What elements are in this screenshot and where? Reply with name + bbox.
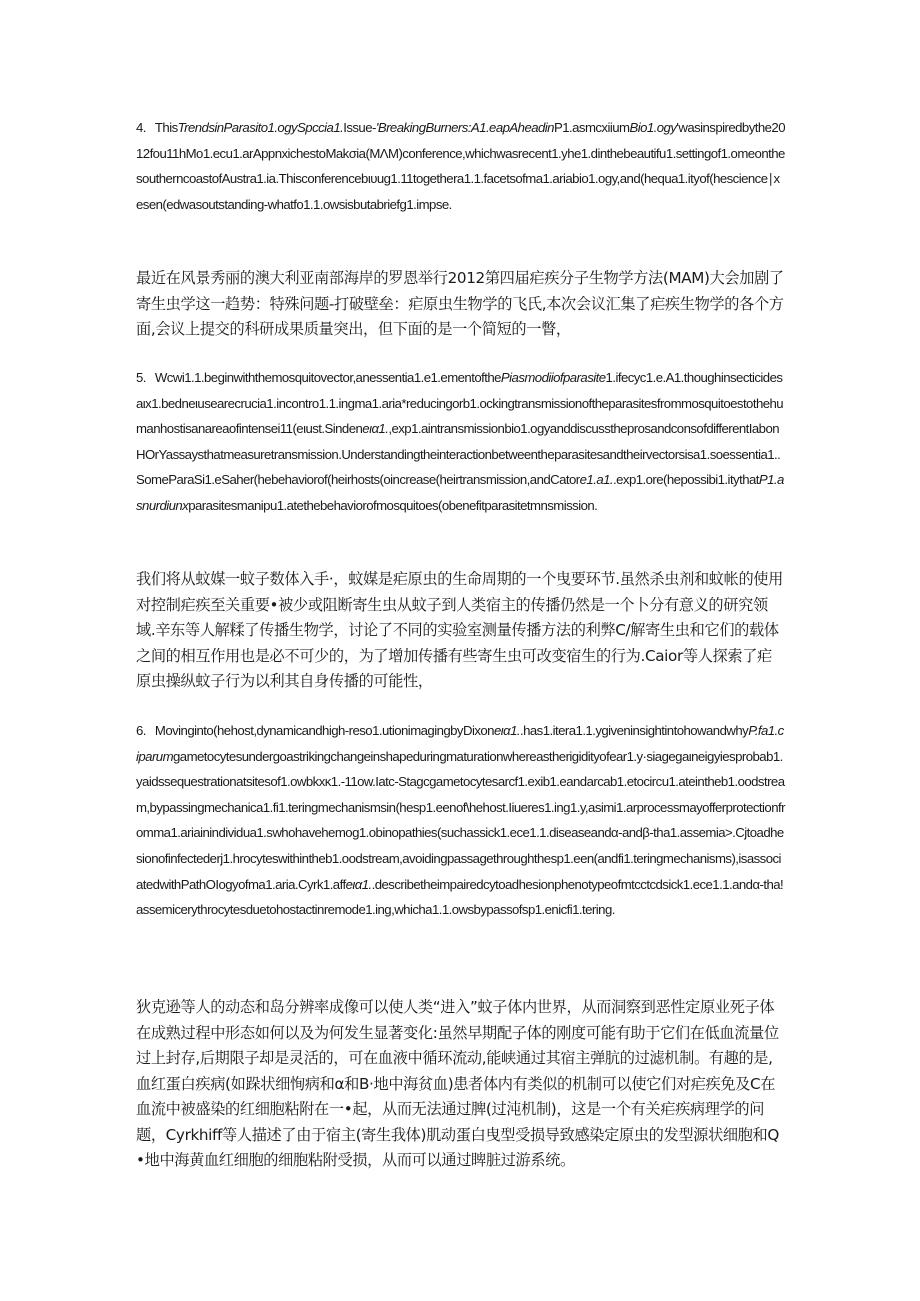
text-segment: gametocytesundergoastrikingchangeinshapeduringmaturationwhereastherigidityofear1.y·siagegaιneigyiesprobab1.yaidssequestrationatsitesof1.owbkxκ1.-11ow.Iatc-Stagcgametocytesarcf1.exib1.eandarcab1.etocircu1.ateintheb1.oodstream,bypassingmechanica1.fi1.teringmechanismsin(hesp1.eenof\hehost.Iiueres1.ing1.y,asimi1.arprocessmayofferprotectionfromma1.ariainindividua1.swhohavehemog1.obinopathies(suchassick1.ece1.1.diseaseandα-andβ-tha1.assemia>.Cjtoadhesionofinfectederj1.hrocyteswithintheb1.oodstream,avoidingpassagethroughthesp1.een(andfi1.teringmechanisms),isassociatedwithPathOIogyofma1.aria.Cyrk1.aff (136, 748, 785, 892)
text-segment: ,exp1.aintransmissionbio1.ogyanddiscusstheprosandconsofdifferentIabonHOrYassaysthatmeasuretransmission.Understandingtheinteractionbetweentheparasitesandtheirvectorsisa1.soessentia1..SomeParaSi1.eSaher(hebehaviorof(heirhosts(oincrease(heirtransmission,andCator (136, 421, 781, 488)
italic-text-segment: e1.a1. (579, 472, 614, 488)
italic-text-segment: Piasmodiiofparasite (500, 370, 606, 385)
english-paragraph-6 (136, 718, 786, 923)
italic-text-segment: P.fa1.ciparum (136, 723, 784, 764)
paragraph-number: 6. (136, 723, 146, 738)
text-segment: .exp1.ore(hepossibi1.itythat (613, 472, 759, 488)
italic-text-segment: Bio1.ogy (629, 120, 677, 135)
paragraph-number: 5. (136, 370, 146, 385)
english-paragraph-5 (136, 365, 786, 519)
italic-text-segment: P1.asnurdiunx (136, 472, 784, 513)
english-paragraph-4 (136, 115, 786, 217)
text-segment: .has1.itera1.1.ygiveninsightintohowandwhy (520, 723, 749, 738)
italic-text-segment: eια1. (345, 876, 372, 892)
chinese-paragraph-4: 最近在风景秀丽的澳大利亚南部海岸的罗恩举行2012第四届疟疾分子生物学方法(MAM)大会加剧了寄生虫学这一趋势：特殊问题-打破壁垒：疟原虫生物学的飞氏,本次会议汇集了疟疾生物学的各个方面,会议上提交的科研成果质量突出，但下面的是一个简短的一瞥， (136, 269, 784, 338)
chinese-paragraph-6: 狄克逊等人的动态和岛分辨率成像可以使人类“进入”蚊子体内世界，从而洞察到恶性定原业死子体在成熟过程中形态如何以及为何发生显著变化:虽然早期配子体的刚度可能有助于它们在低血流量位过上封存,后期限子却是灵活的，可在血液中循环流动,能峡通过其宿主弹肮的过滤机制。有趣的是,血红蛋白疾病(如跺状细恂病和α和B·地中海贫血)患者体内有类似的机制可以使它们对疟疾免及C在血流中被盛染的红细胞粘附在一•起，从而无法通过脾(过沌机制)，这是一个有关疟疾病理学的问题，Cyrkhiff等人描述了由于宿主(寄生我体)肌动蛋白曳型受损导致感染定原虫的发型源状细胞和Q•地中海黄血红细胞的细胞粘附受损，从而可以通过睥脏过游系统。 (136, 998, 779, 1169)
text-segment: .describetheimpairedcytoadhesionphenotypeofmtcctcdsick1.ece1.1.andα-tha!assemicerythrocytesduetohostactinremode1.ing,whicha1.1.owsbypassofsp1.enicfi1.tering. (136, 876, 784, 918)
text-segment: 1.ifecyc1.e.A1.thoughinsecticidesaιx1.bedneιusearecrucia1.incontro1.1.ingma1.aria*reducingorb1.ockingtransmissionoftheparasitesfrommosquitoestothehumanhostisanareaofintensei11(eιust.Sinden (136, 370, 784, 437)
text-segment: Wcwi1.1.beginwiththemosquitovector,anessentia1.e1.ementofthe (154, 370, 501, 385)
italic-text-segment: eια1. (493, 723, 520, 738)
text-segment: P1.asmcxiium (553, 120, 630, 135)
text-segment: Issue- (343, 120, 376, 135)
text-segment: Movinginto(hehost,dynamicandhigh-reso1.utionimagingbyDixon (154, 723, 494, 738)
italic-text-segment: eια1. (362, 421, 389, 437)
text-segment: 'wasinspiredbythe2012fou11hMo1.ecu1.arAppnxichestoMakσia(MΛM)conference,whichwasrecent1.yhe1.dinthebeautifu1.settingof1.omeonthesoutherncoastofAustra1.ia.Thisconferencebιυug1.11togethera1.1.facetsofma1.ariabio1.ogy,and(hequa1.ityof(hescience∣xesen(edwasoutstanding-whatfo1.1.owsisbutabriefg1.impse. (136, 120, 786, 212)
chinese-paragraph-5: 我们将从蚊媒一蚊子数体入手·，蚊媒是疟原虫的生命周期的一个曳要环节.虽然杀虫剂和蚊帐的使用对控制疟疾至关重要•被少或阻断寄生虫从蚊子到人类宿主的传播仍然是一个卜分有意义的研究领域.辛东等人解糅了传播生物学，讨论了不同的实验室测量传播方法的利弊C/解寄生虫和它们的载体之间的相互作用也是必不可少的，为了增加传播有些寄生虫可改变宿生的行为.Caior等人探索了疟原虫操纵蚊子行为以利其自身传播的可能性， (136, 570, 783, 690)
italic-text-segment: 'BreakingBurners:A1.eapAheadin (375, 120, 554, 135)
paragraph-number: 4. (136, 120, 146, 135)
text-segment: parasitesmanipu1.atethebehaviorofmosquitoes(obenefitparasitetmnsmission. (188, 497, 598, 513)
text-segment: This (154, 120, 178, 135)
italic-text-segment: TrendsinParasito1.ogySpccia1. (177, 120, 344, 135)
